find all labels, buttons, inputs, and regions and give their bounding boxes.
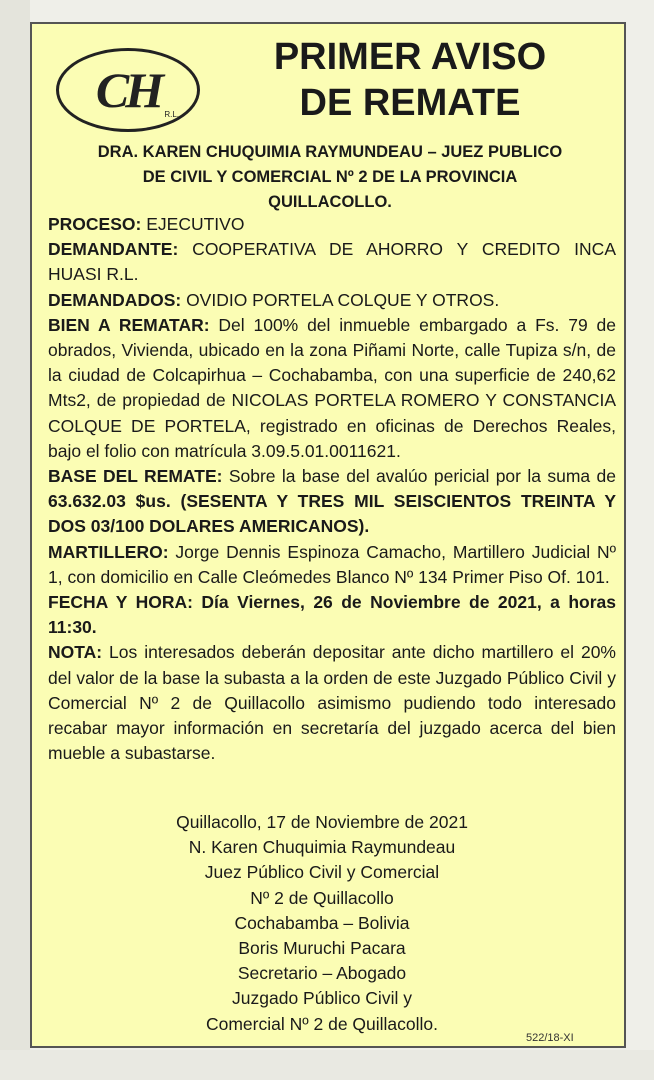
martillero-value: Jorge Dennis Espinoza Camacho, Martillero Judicial Nº 1, con domicilio en Calle Cleómedes Blanco Nº 134 Primer Piso Of. 101. — [48, 541, 616, 587]
fecha-label: FECHA Y HORA: — [48, 592, 193, 613]
fecha-paragraph — [48, 590, 616, 640]
demandante-paragraph — [48, 237, 616, 287]
demandados-label: DEMANDADOS: — [48, 289, 182, 310]
nota-value: Los interesados deberán depositar ante dicho martillero el 20% del valor de la base la subasta a la orden de este Juzgado Público Civil y Comercial Nº 2 de Quillacollo asimismo pudiendo todo interesado recabar mayor información en secretaría del juzgado acerca del bien mueble a subastarse. — [48, 642, 616, 764]
demandados-value: OVIDIO PORTELA COLQUE Y OTROS. — [181, 289, 500, 310]
judge-title-1: Juez Público Civil y Comercial — [204, 862, 440, 883]
secretary-title: Secretario – Abogado — [237, 963, 407, 984]
proceso-paragraph — [48, 212, 616, 237]
court-line-1: Juzgado Público Civil y — [232, 988, 412, 1009]
bien-value: Del 100% del inmueble embargado a Fs. 79 de obrados, Vivienda, ubicado en la zona Piñami Norte, calle Tupiza s/n, de la ciudad de Colcapirhua – Cochabamba, con una superficie de 240,62 Mts2, de propiedad de NICOLAS PORTELA ROMERO Y CONSTANCIA COLQUE DE PORTELA, registrado en oficinas de Derechos Reales, bajo el folio con matrícula 3.09.5.01.0011621. — [48, 314, 616, 461]
judge-line-1: DRA. KAREN CHUQUIMIA RAYMUNDEAU – JUEZ PUBLICO — [97, 143, 563, 161]
base-paragraph — [48, 464, 616, 540]
signature-block — [132, 810, 512, 1037]
background-bottom — [0, 1050, 654, 1080]
nota-paragraph — [48, 640, 616, 766]
judge-line-3: QUILLACOLLO. — [268, 193, 392, 211]
base-amount: 63.632.03 $us. (SESENTA Y TRES MIL SEISCIENTOS TREINTA Y DOS 03/100 DOLARES AMERICANOS). — [48, 491, 616, 537]
logo-text: CH — [95, 62, 161, 118]
judge-name: N. Karen Chuquimia Raymundeau — [188, 837, 456, 858]
notice-page — [30, 22, 626, 1048]
reference-code: 522/18-XI — [526, 1032, 574, 1044]
bien-label: BIEN A REMATAR: — [48, 314, 210, 335]
secretary-name: Boris Muruchi Pacara — [238, 938, 406, 959]
place-date: Quillacollo, 17 de Noviembre de 2021 — [176, 812, 468, 832]
martillero-label: MARTILLERO: — [48, 541, 169, 562]
demandados-paragraph — [48, 288, 616, 313]
judge-line-2: DE CIVIL Y COMERCIAL Nº 2 DE LA PROVINCIA — [142, 168, 518, 186]
proceso-label: PROCESO: — [48, 214, 142, 234]
title-line-2: DE REMATE — [299, 82, 521, 124]
fecha-value: Día Viernes, 26 de Noviembre de 2021, a horas 11:30. — [48, 592, 616, 638]
title-line-1: PRIMER AVISO — [273, 36, 547, 78]
bien-paragraph — [48, 313, 616, 464]
company-logo — [56, 48, 200, 132]
judge-location: Cochabamba – Bolivia — [234, 912, 410, 933]
court-line-2: Comercial Nº 2 de Quillacollo. — [205, 1013, 439, 1034]
demandante-value: COOPERATIVA DE AHORRO Y CREDITO INCA HUASI R.L. — [48, 239, 616, 285]
proceso-value: EJECUTIVO — [141, 214, 245, 234]
judge-title-2: Nº 2 de Quillacollo — [250, 887, 394, 908]
judge-heading — [46, 140, 614, 215]
notice-body — [48, 212, 616, 766]
logo-suffix: R.L. — [164, 110, 179, 119]
notice-title — [210, 34, 610, 126]
base-value: Sobre la base del avalúo pericial por la suma de — [222, 466, 616, 487]
background-left — [0, 0, 30, 1080]
base-label: BASE DEL REMATE: — [48, 466, 223, 487]
nota-label: NOTA: — [48, 642, 103, 663]
martillero-paragraph — [48, 540, 616, 590]
demandante-label: DEMANDANTE: — [48, 239, 179, 260]
